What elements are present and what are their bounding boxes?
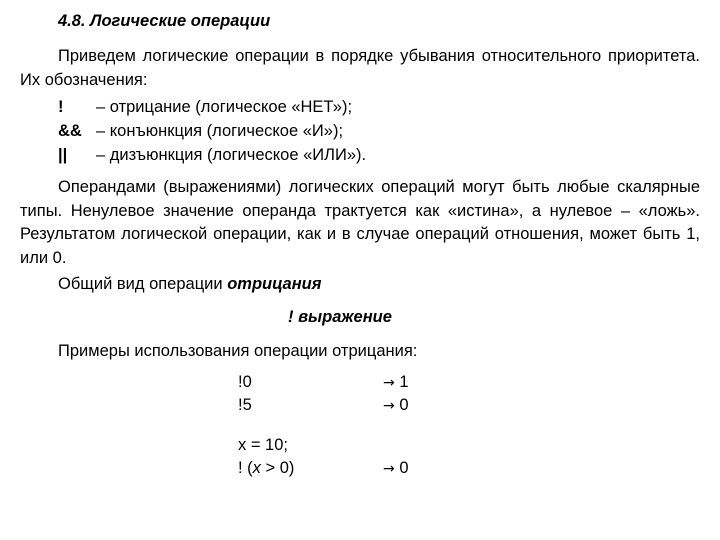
- operator-description: – дизъюнкция (логическое «ИЛИ»).: [96, 146, 367, 164]
- general-form-line: [58, 275, 321, 294]
- compound-variable: x: [252, 459, 261, 477]
- operands-paragraph: Операндами (выражениями) логических операций могут быть любые скалярные типы. Ненулевое значение операнда трактуется как «истина», а нулевое – «ложь». Результатом логической операции, как и в случае операций отношения, может быть 1, или 0.: [20, 178, 700, 267]
- example-row: [238, 396, 498, 420]
- example-result: [383, 459, 409, 478]
- example-result-value: 1: [399, 373, 409, 391]
- operator-description: – конъюнкция (логическое «И»);: [96, 122, 344, 140]
- example-result-value: 0: [399, 396, 409, 414]
- section-heading: 4.8. Логические операции: [58, 12, 271, 30]
- operator-row-or: [58, 146, 658, 170]
- examples-intro: Примеры использования операции отрицания:: [58, 342, 418, 360]
- assignment-statement: x = 10;: [238, 436, 288, 454]
- example-expression: !0: [238, 373, 252, 391]
- operator-row-not: [58, 98, 658, 122]
- syntax-line: ! выражение: [288, 308, 392, 326]
- arrow-icon: →: [383, 461, 395, 477]
- operator-row-and: [58, 122, 658, 146]
- compound-prefix: ! (: [238, 459, 253, 477]
- example-result: [383, 396, 409, 415]
- example-row: [238, 373, 498, 397]
- operator-symbol: &&: [58, 122, 82, 140]
- example-result: [383, 373, 409, 392]
- arrow-icon: →: [383, 398, 395, 414]
- arrow-icon: →: [383, 375, 395, 391]
- document-page: [20, 0, 700, 540]
- example-result-value: 0: [399, 459, 409, 477]
- example-expression: !5: [238, 396, 252, 414]
- operator-symbol: ||: [58, 146, 68, 164]
- general-form-emphasis: отрицания: [227, 275, 322, 293]
- operator-symbol: !: [58, 98, 64, 116]
- operator-description: – отрицание (логическое «НЕТ»);: [96, 98, 353, 116]
- general-form-prefix: Общий вид операции: [58, 275, 228, 293]
- compound-suffix: > 0): [260, 459, 295, 477]
- intro-paragraph: Приведем логические операции в порядке убывания относительного приоритета. Их обозначения:: [20, 47, 700, 89]
- example-row-compound: [238, 459, 498, 483]
- compound-expression: [238, 459, 294, 478]
- assignment-line: [238, 436, 498, 460]
